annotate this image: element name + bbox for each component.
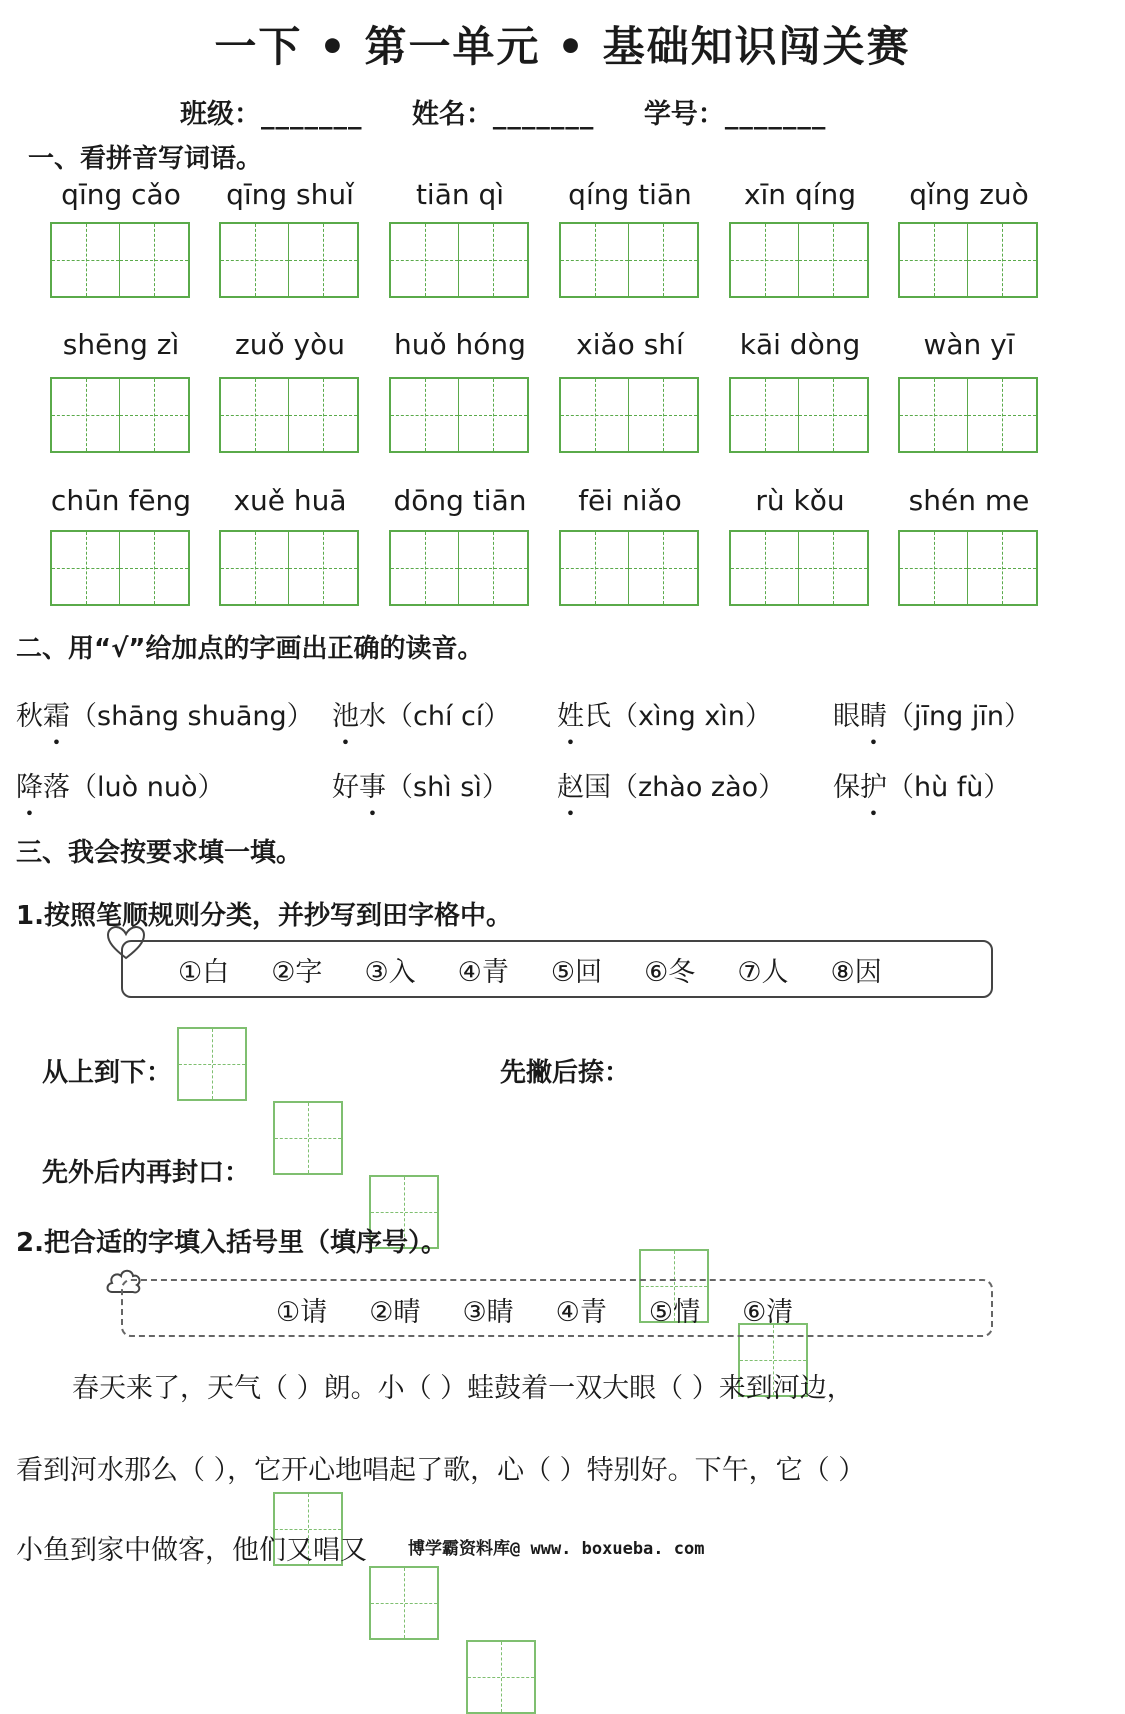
char-plain: 好 [332, 772, 359, 803]
pinyin-label: xīn qíng [743, 178, 857, 211]
tianzige-cell[interactable] [629, 224, 697, 296]
tianzige-pair[interactable] [559, 530, 699, 606]
char-dotted: 睛 [860, 701, 887, 732]
pinyin-options[interactable]: （hù fù） [887, 772, 1011, 803]
name-blank[interactable]: _______ [492, 99, 595, 130]
pinyin-label: qíng tiān [568, 178, 692, 211]
char-plain: 氏 [584, 701, 611, 732]
char-plain: 国 [584, 772, 611, 803]
tianzige-pair[interactable] [50, 377, 190, 453]
pinyin-label: chūn fēng [50, 484, 192, 517]
q2-passage-line1: 春天来了，天气（ ）朗。小（ ）蛙鼓着一双大眼（ ）来到河边， [72, 1373, 854, 1404]
option-char: ①请 [276, 1297, 328, 1328]
tianzige-pair[interactable] [729, 530, 869, 606]
char-plain: 眼 [833, 701, 860, 732]
option-char: ①白 [178, 957, 230, 988]
tianzige-cell[interactable] [900, 224, 968, 296]
tianzige-pair[interactable] [389, 377, 529, 453]
tianzige-cell[interactable] [968, 224, 1036, 296]
tianzige-pair[interactable] [50, 222, 190, 298]
tianzige-cell[interactable] [561, 224, 629, 296]
tianzige-cell[interactable] [900, 532, 968, 604]
option-char: ③入 [364, 957, 416, 988]
char-dotted: 赵 [557, 772, 584, 803]
tianzige-pair[interactable] [729, 377, 869, 453]
tianzige-cell[interactable] [177, 1027, 247, 1101]
section3-heading: 三、我会按要求填一填。 [16, 838, 303, 868]
tianzige-cell[interactable] [731, 532, 799, 604]
pinyin-label: xiǎo shí [576, 328, 684, 361]
char-plain: 保 [833, 772, 860, 803]
tianzige-cell[interactable] [968, 532, 1036, 604]
pinyin-label: zuǒ yòu [235, 328, 345, 361]
tianzige-cell[interactable] [289, 532, 357, 604]
tianzige-pair[interactable] [219, 530, 359, 606]
tianzige-cell[interactable] [273, 1101, 343, 1175]
pinyin-label: qīng cǎo [61, 178, 181, 211]
pinyin-label: wàn yī [923, 328, 1015, 361]
char-plain: 水 [359, 701, 386, 732]
pinyin-options[interactable]: （zhào zào） [611, 772, 786, 803]
class-blank[interactable]: _______ [261, 99, 363, 130]
reading-item[interactable] [557, 765, 785, 804]
q1-char-list [178, 950, 924, 989]
pinyin-label: xuě huā [233, 484, 347, 517]
tianzige-cell[interactable] [52, 532, 120, 604]
tianzige-cell[interactable] [459, 379, 527, 451]
tianzige-cell[interactable] [731, 224, 799, 296]
tianzige-cell[interactable] [459, 224, 527, 296]
option-char: ④青 [555, 1297, 607, 1328]
tianzige-cell[interactable] [629, 379, 697, 451]
pinyin-options[interactable]: （chí cí） [386, 701, 511, 732]
pinyin-label: dōng tiān [393, 484, 527, 517]
option-char: ⑤情 [648, 1297, 701, 1328]
tianzige-cell[interactable] [561, 532, 629, 604]
q2-prompt: 2.把合适的字填入括号里（填序号）。 [16, 1228, 447, 1258]
reading-item[interactable] [332, 694, 510, 733]
reading-item[interactable] [332, 765, 509, 804]
section1-heading: 一、看拼音写词语。 [28, 144, 263, 174]
tianzige-pair[interactable] [219, 377, 359, 453]
tianzige-cell[interactable] [391, 224, 459, 296]
pinyin-options[interactable]: （xìng xìn） [611, 701, 772, 732]
option-char: ③睛 [462, 1297, 514, 1328]
tianzige-cell[interactable] [900, 379, 968, 451]
pinyin-options[interactable]: （shì sì） [386, 772, 509, 803]
char-dotted: 降 [16, 772, 43, 803]
reading-item[interactable] [833, 765, 1010, 804]
char-plain: 落 [43, 772, 70, 803]
pinyin-options[interactable]: （luò nuò） [70, 772, 225, 803]
tianzige-pair[interactable] [389, 222, 529, 298]
tianzige-cell[interactable] [120, 379, 188, 451]
pinyin-label: fēi niǎo [578, 484, 682, 517]
tianzige-pair[interactable] [898, 377, 1038, 453]
char-plain: 秋 [16, 701, 43, 732]
option-char: ⑦人 [737, 957, 789, 988]
tianzige-cell[interactable] [459, 532, 527, 604]
tianzige-pair[interactable] [898, 222, 1038, 298]
option-char: ④青 [457, 957, 509, 988]
tianzige-cell[interactable] [799, 224, 867, 296]
class-label: 班级： [180, 99, 261, 130]
tianzige-cell[interactable] [52, 379, 120, 451]
pinyin-label: kāi dòng [739, 328, 861, 361]
tianzige-cell[interactable] [221, 532, 289, 604]
reading-item[interactable] [16, 694, 314, 733]
q2-passage-line3: 小鱼到家中做客，他们又唱又 [16, 1535, 367, 1566]
page-title: 一下 • 第一单元 • 基础知识闯关赛 [214, 22, 911, 71]
student-info-row [180, 92, 866, 131]
pinyin-label: rù kǒu [755, 484, 845, 517]
tianzige-cell[interactable] [221, 379, 289, 451]
tianzige-cell[interactable] [289, 379, 357, 451]
tianzige-cell[interactable] [120, 224, 188, 296]
tianzige-pair[interactable] [50, 530, 190, 606]
char-dotted: 姓 [557, 701, 584, 732]
label-top-down: 从上到下： [42, 1058, 173, 1088]
tianzige-pair[interactable] [559, 377, 699, 453]
tianzige-pair[interactable] [729, 222, 869, 298]
tianzige-cell[interactable] [731, 379, 799, 451]
tianzige-cell[interactable] [289, 224, 357, 296]
char-dotted: 事 [359, 772, 386, 803]
reading-item[interactable] [557, 694, 772, 733]
tianzige-cell[interactable] [799, 379, 867, 451]
q1-prompt: 1.按照笔顺规则分类，并抄写到田字格中。 [16, 901, 512, 931]
id-blank[interactable]: _______ [724, 99, 827, 130]
pinyin-label: huǒ hóng [394, 328, 526, 361]
tianzige-cell[interactable] [799, 532, 867, 604]
pinyin-label: tiān qì [415, 178, 505, 211]
tianzige-cell[interactable] [391, 532, 459, 604]
pinyin-label: shén me [908, 484, 1030, 517]
q2-passage-line2: 看到河水那么（ ），它开心地唱起了歌，心（ ）特别好。下午，它（ ） [16, 1455, 866, 1486]
reading-item[interactable] [833, 694, 1031, 733]
tianzige-pair[interactable] [389, 530, 529, 606]
pinyin-options[interactable]: （jīng jīn） [887, 701, 1031, 732]
pinyin-label: qǐng zuò [909, 178, 1029, 211]
q2-char-list [276, 1290, 835, 1329]
pinyin-label: shēng zì [62, 328, 180, 361]
tianzige-cell[interactable] [629, 532, 697, 604]
tianzige-cell[interactable] [968, 379, 1036, 451]
label-pie-na: 先撇后捺： [500, 1058, 631, 1088]
tianzige-cell[interactable] [466, 1640, 536, 1714]
tianzige-cell[interactable] [52, 224, 120, 296]
footer-watermark: 博学霸资料库@ www. boxueba. com [408, 1539, 705, 1559]
label-outer-inner: 先外后内再封口： [42, 1158, 251, 1188]
tianzige-cell[interactable] [369, 1566, 439, 1640]
option-char: ⑧因 [830, 957, 882, 988]
option-char: ②晴 [369, 1297, 421, 1328]
tianzige-pair[interactable] [898, 530, 1038, 606]
tianzige-cell[interactable] [391, 379, 459, 451]
tianzige-pair[interactable] [559, 222, 699, 298]
tianzige-cell[interactable] [221, 224, 289, 296]
name-label: 姓名： [411, 99, 493, 130]
id-label: 学号： [643, 99, 725, 130]
option-char: ⑤回 [550, 957, 603, 988]
char-dotted: 护 [860, 772, 887, 803]
section2-heading: 二、用“√”给加点的字画出正确的读音。 [16, 634, 484, 664]
char-dotted: 池 [332, 701, 359, 732]
pinyin-options[interactable]: （shāng shuāng） [70, 701, 314, 732]
char-dotted: 霜 [43, 701, 70, 732]
option-char: ②字 [271, 957, 323, 988]
pinyin-label: qīng shuǐ [226, 178, 354, 211]
reading-item[interactable] [16, 765, 224, 804]
tianzige-cell[interactable] [120, 532, 188, 604]
option-char: ⑥冬 [644, 957, 696, 988]
option-char: ⑥清 [742, 1297, 794, 1328]
tianzige-cell[interactable] [561, 379, 629, 451]
tianzige-pair[interactable] [219, 222, 359, 298]
